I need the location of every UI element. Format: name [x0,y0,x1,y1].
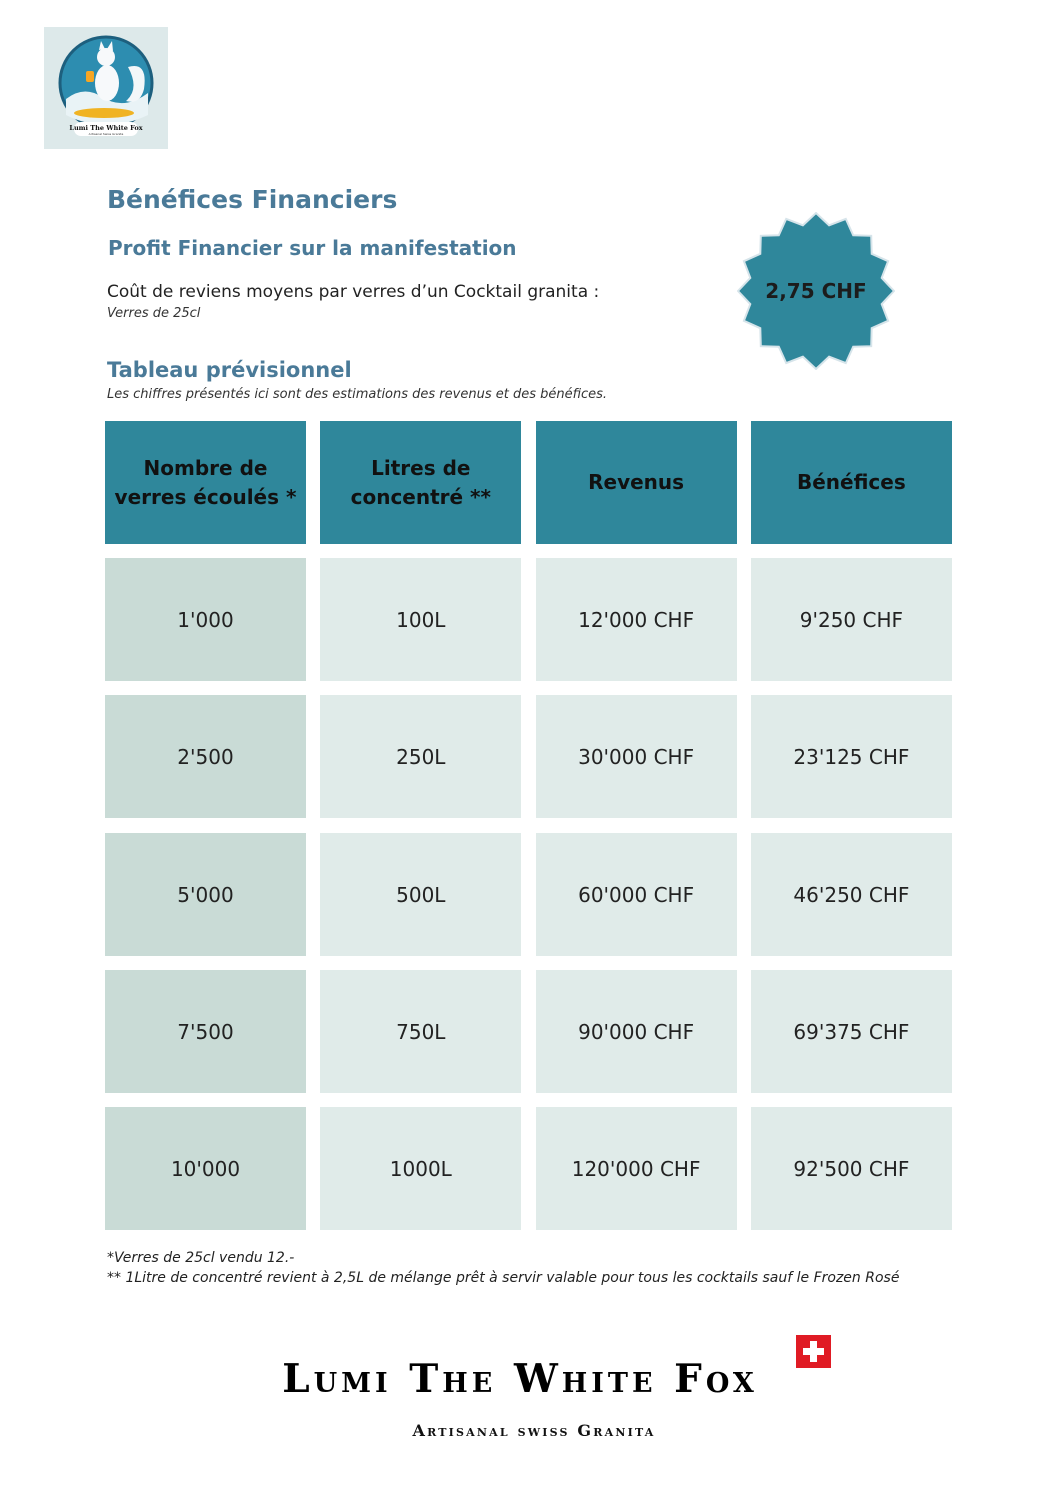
cell-glasses: 10'000 [105,1107,306,1230]
cost-badge [737,212,895,370]
forecast-title: Tableau prévisionnel [107,358,352,382]
brand-logo [44,27,168,149]
footnote-glass-price: *Verres de 25cl vendu 12.- [107,1250,295,1266]
table-row [105,970,952,1093]
cost-description: Coût de reviens moyens par verres d’un Cocktail granita : [107,282,600,302]
cell-revenue: 60'000 CHF [536,833,737,956]
table-row [105,558,952,681]
cost-note: Verres de 25cl [107,306,201,321]
cell-liters: 750L [320,970,521,1093]
fox-surfer-logo-icon [44,27,168,149]
cell-glasses: 2'500 [105,695,306,818]
header-concentrate-liters: Litres de concentré ** [320,421,521,544]
logo-tag-text: Artisanal Swiss Granita [88,132,124,136]
table-header [105,421,952,544]
cell-profit: 23'125 CHF [751,695,952,818]
section-subtitle: Profit Financier sur la manifestation [108,236,517,260]
cell-liters: 100L [320,558,521,681]
cell-glasses: 1'000 [105,558,306,681]
footnote-concentrate: ** 1Litre de concentré revient à 2,5L de mélange prêt à servir valable pour tous les cocktails sauf le Frozen Rosé [107,1270,900,1286]
page-title: Bénéfices Financiers [107,185,398,214]
cell-revenue: 30'000 CHF [536,695,737,818]
cell-profit: 69'375 CHF [751,970,952,1093]
header-profit: Bénéfices [751,421,952,544]
forecast-description: Les chiffres présentés ici sont des estimations des revenus et des bénéfices. [107,387,608,402]
cell-profit: 46'250 CHF [751,833,952,956]
cell-revenue: 120'000 CHF [536,1107,737,1230]
cell-revenue: 90'000 CHF [536,970,737,1093]
cell-profit: 92'500 CHF [751,1107,952,1230]
cell-glasses: 7'500 [105,970,306,1093]
footer-tagline: Artisanal swiss Granita [412,1421,656,1440]
logo-brand-text: Lumi The White Fox [69,124,143,132]
cost-badge-value: 2,75 CHF [765,279,867,303]
cell-revenue: 12'000 CHF [536,558,737,681]
cell-liters: 500L [320,833,521,956]
header-glasses-sold: Nombre de verres écoulés * [105,421,306,544]
cell-liters: 250L [320,695,521,818]
table-row [105,1107,952,1230]
footer-brand: Lumi The White Fox [282,1356,758,1402]
table-row [105,833,952,956]
cell-glasses: 5'000 [105,833,306,956]
table-row [105,695,952,818]
swiss-flag-icon [796,1335,831,1368]
header-revenue: Revenus [536,421,737,544]
cell-liters: 1000L [320,1107,521,1230]
cell-profit: 9'250 CHF [751,558,952,681]
